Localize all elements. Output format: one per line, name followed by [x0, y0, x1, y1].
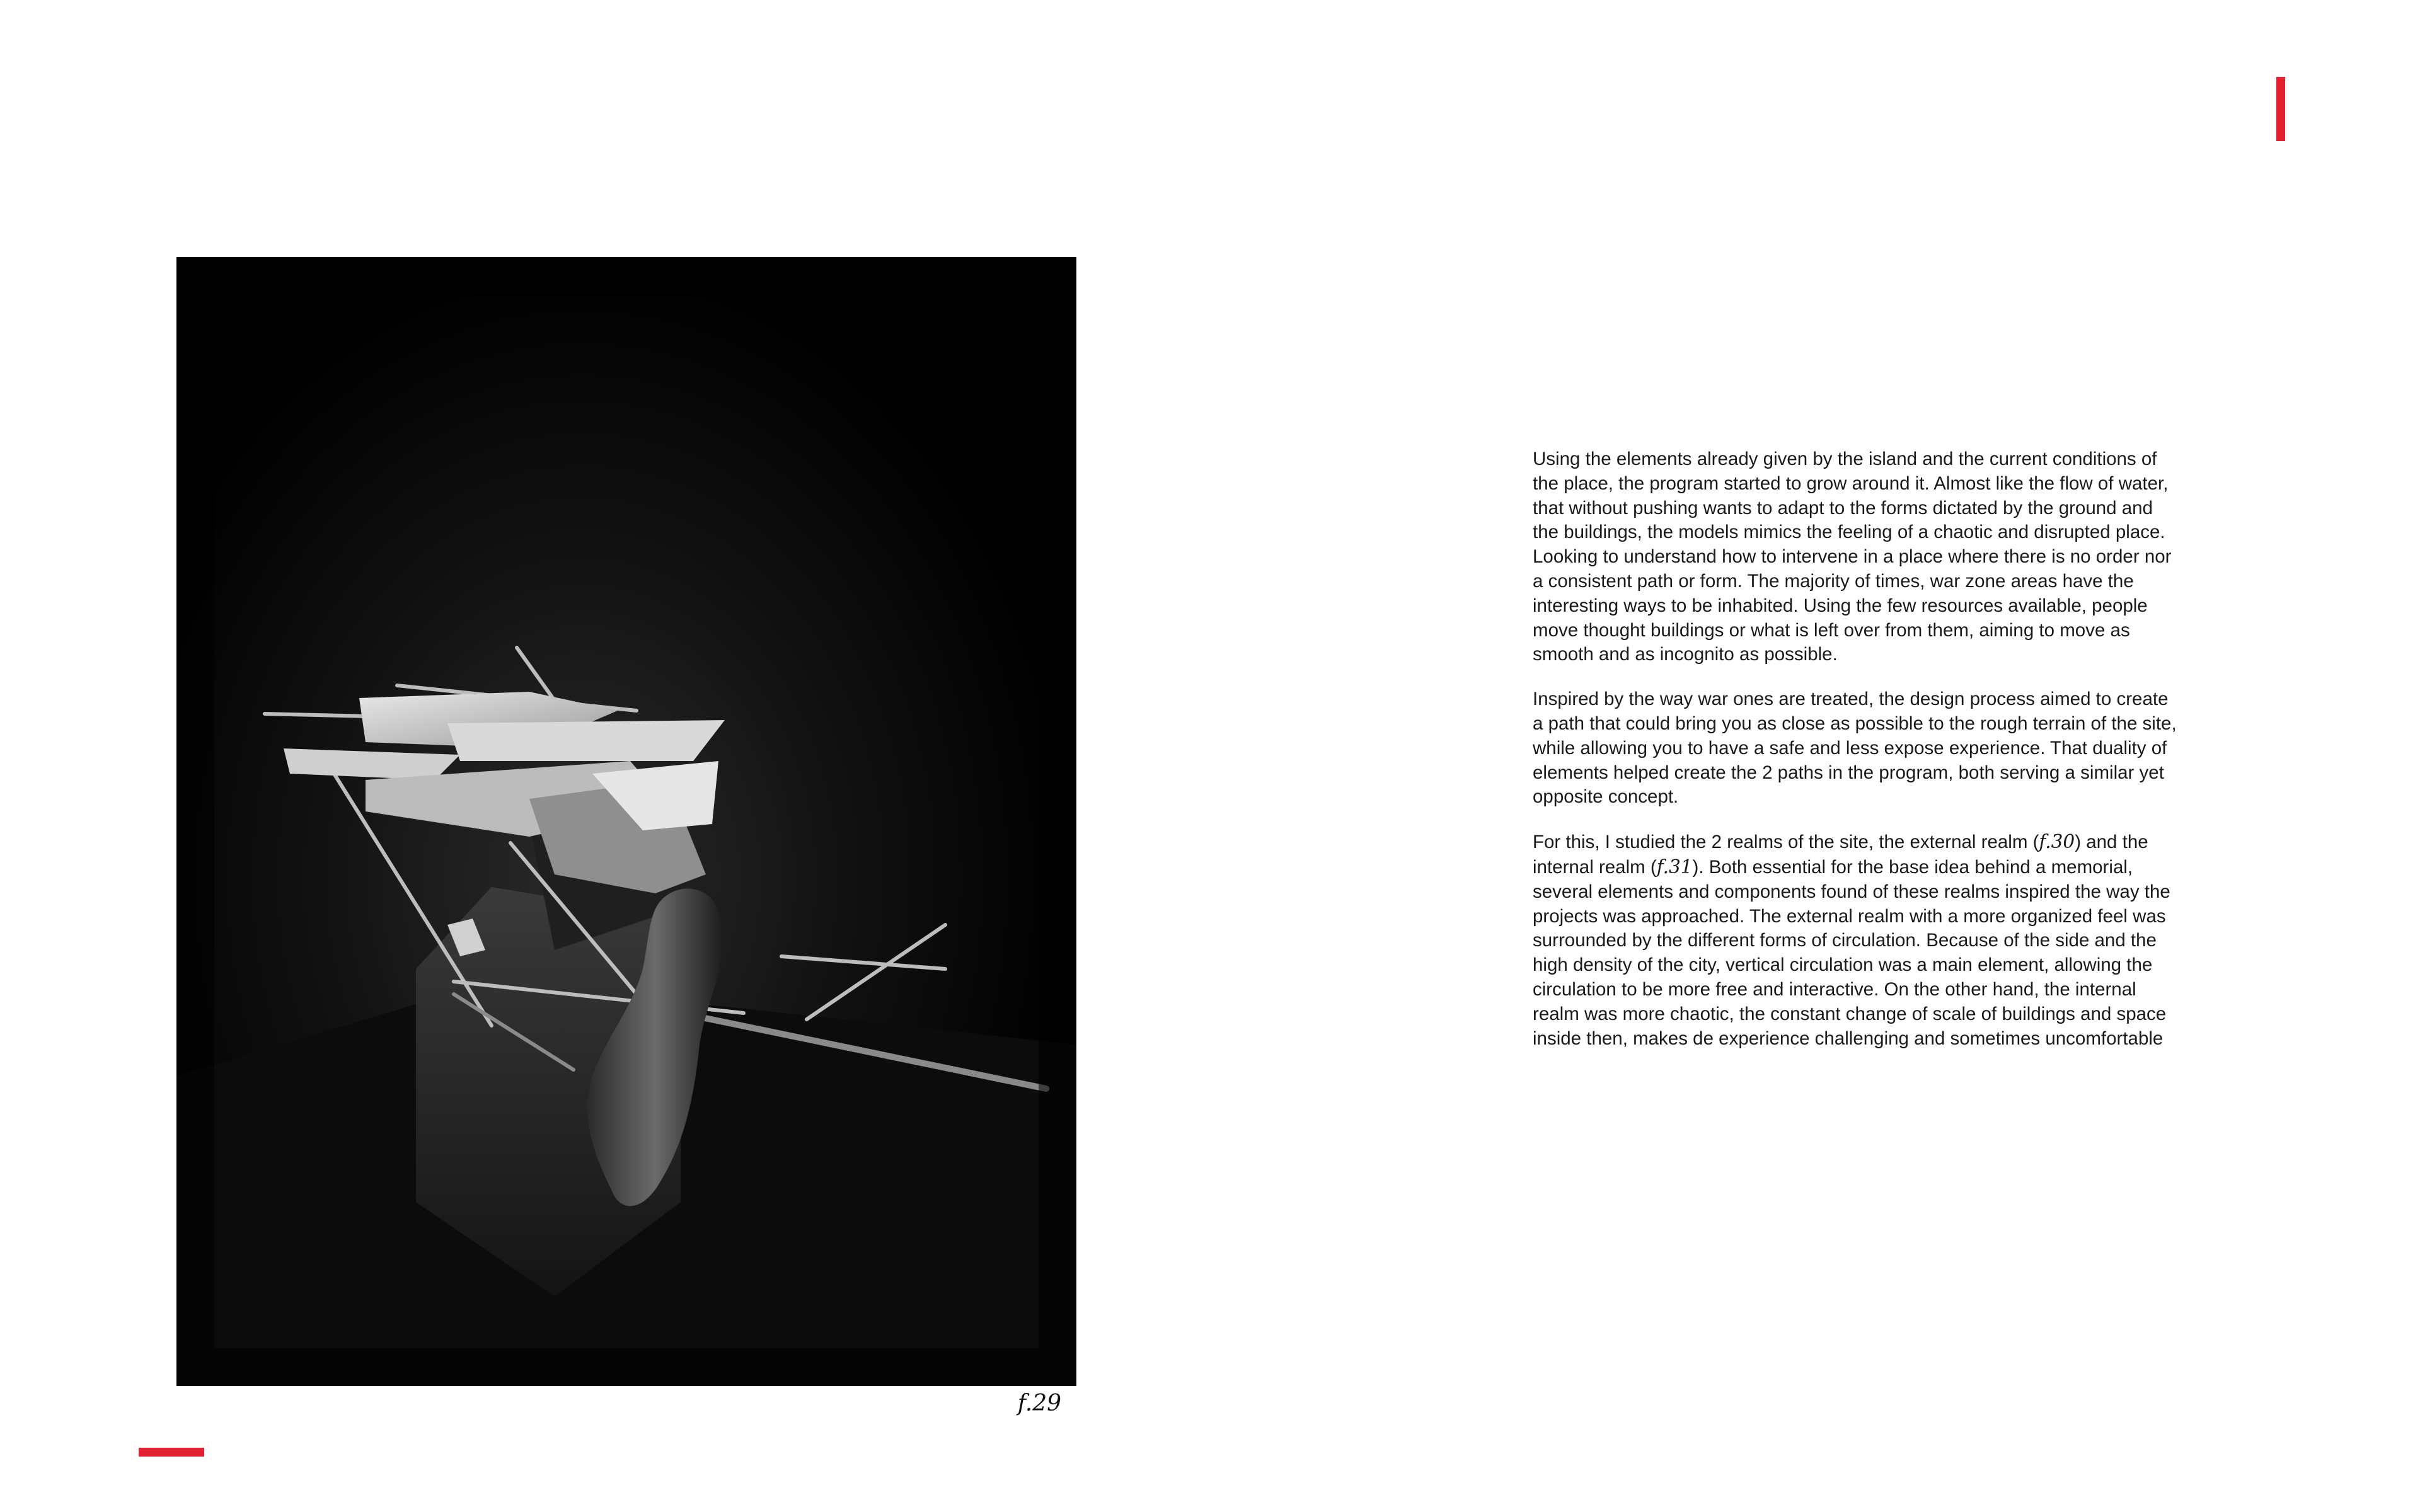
paragraph-2: Inspired by the way war ones are treated, the design process aimed to create a path that could bring you as close as possible to the rough terrain of the site, while allowing you to have a safe and less expose experience. That duality of elements helped create the 2 paths in the program, both serving a similar yet opposite concept. [1533, 689, 2177, 808]
figure-reference-f31: f.31 [1656, 856, 1693, 878]
model-photograph [176, 257, 1076, 1386]
model-photograph-drawing [176, 257, 1076, 1386]
paragraph-3-part-b: ) and the internal realm ( [1533, 832, 2148, 878]
paragraph-3 [1533, 830, 2182, 1051]
accent-bar-bottom [139, 1448, 204, 1457]
figure-reference-f30: f.30 [2039, 831, 2075, 853]
figure-caption: f.29 [1017, 1390, 1061, 1416]
accent-bar-top [2276, 77, 2285, 141]
paragraph-1: Using the elements already given by the island and the current conditions of the place, the program started to grow around it. Almost like the flow of water, that without pushing wants to adapt to the forms dictated by the ground and the buildings, the models mimics the feeling of a chaotic and disrupted place. Looking to understand how to intervene in a place where there is no order nor a consistent path or form. The majority of times, war zone areas have the interesting ways to be inhabited. Using the few resources available, people move thought buildings or what is left over from them, aiming to move as smooth and as incognito as possible. [1533, 449, 2172, 665]
paragraph-3-part-a: For this, I studied the 2 realms of the site, the external realm ( [1533, 832, 2039, 853]
body-text [1533, 447, 2182, 1071]
paragraph-3-part-c: ). Both essential for the base idea behind a memorial, several elements and components found of these realms inspired the way the projects was approached. The external realm with a more organized feel was surrounded by the different forms of circulation. Because of the side and the high density of the city, vertical circulation was a main element, allowing the circulation to be more free and interactive. On the other hand, the internal realm was more chaotic, the constant change of scale of buildings and space inside then, makes de experience challenging and sometimes uncomfortable [1533, 856, 2170, 1049]
